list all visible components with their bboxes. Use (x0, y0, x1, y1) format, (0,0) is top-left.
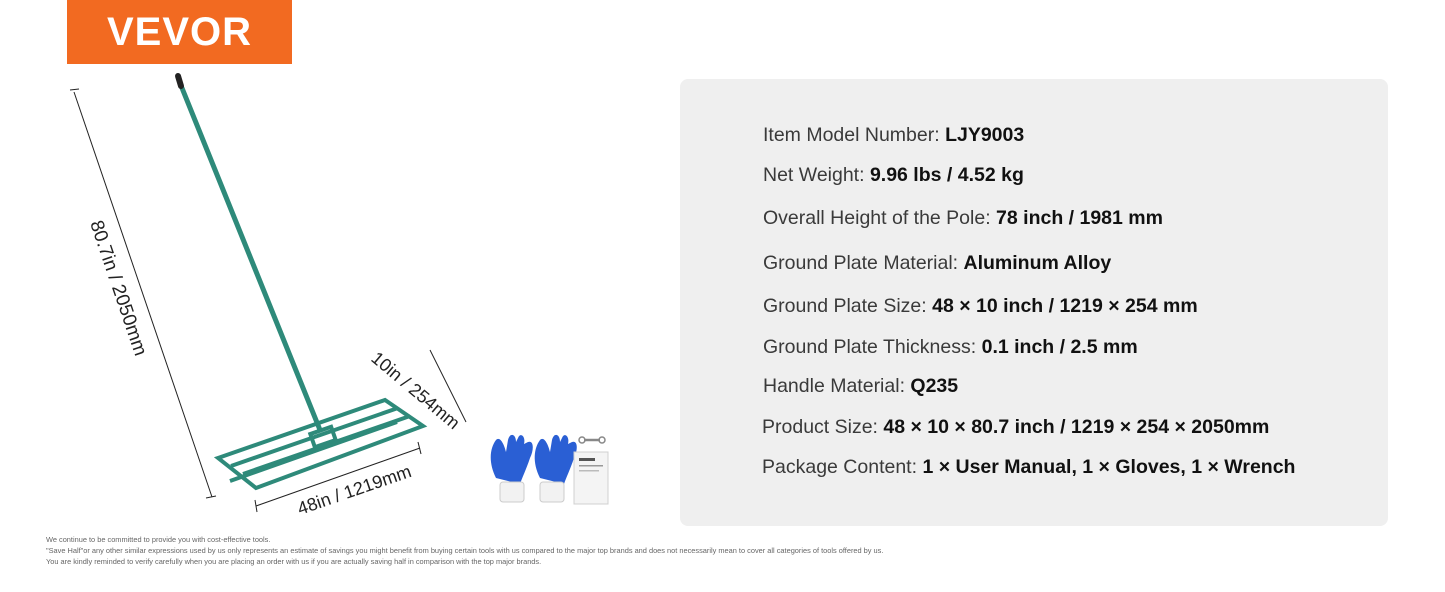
spec-label: Product Size: (762, 416, 884, 438)
height-dimension-label: 80.7in / 2050mm (85, 217, 151, 359)
wrench-icon (579, 437, 605, 443)
specifications-panel (680, 79, 1388, 526)
spec-label: Item Model Number: (763, 124, 946, 146)
spec-package-content (762, 456, 1295, 479)
svg-text:VEVOR: VEVOR (106, 10, 253, 54)
disclaimer-line: We continue to be committed to provide you with cost-effective tools. (46, 535, 271, 544)
spec-plate-size (763, 295, 1198, 318)
spec-net-weight (763, 164, 1024, 187)
spec-label: Ground Plate Material: (763, 252, 964, 274)
spec-pole-height (763, 207, 1163, 230)
spec-value: Aluminum Alloy (963, 252, 1112, 274)
spec-value: Q235 (910, 375, 959, 397)
depth-dimension-label: 10in / 254mm (367, 347, 464, 434)
spec-label: Package Content: (762, 456, 923, 478)
spec-value: LJY9003 (945, 124, 1025, 146)
spec-value: 48 × 10 × 80.7 inch / 1219 × 254 × 2050mm (883, 416, 1270, 438)
spec-label: Net Weight: (763, 164, 870, 186)
lawn-leveler-pole (178, 76, 320, 430)
spec-value: 1 × User Manual, 1 × Gloves, 1 × Wrench (922, 456, 1296, 478)
spec-product-size (762, 416, 1269, 439)
vevor-logo-mark (67, 0, 292, 64)
spec-value: 78 inch / 1981 mm (996, 207, 1163, 229)
disclaimer-line: "Save Half"or any other similar expressions used by us only represents an estimate of savings you might benefit from buying certain tools with us compared to the major top brands and does not necessarily mean to cover all categories of tools offered by us. (46, 546, 884, 555)
spec-value: 9.96 lbs / 4.52 kg (869, 164, 1024, 186)
spec-label: Ground Plate Size: (763, 295, 933, 317)
spec-item-model-number (763, 124, 1024, 147)
width-dimension-label: 48in / 1219mm (294, 461, 414, 519)
height-dimension-line (70, 89, 216, 498)
spec-value: 0.1 inch / 2.5 mm (981, 336, 1138, 358)
disclaimer-line: You are kindly reminded to verify carefully when you are placing an order with us if you are actually saving half in comparison with the top major brands. (46, 557, 542, 566)
spec-label: Overall Height of the Pole: (763, 207, 997, 229)
spec-value: 48 × 10 inch / 1219 × 254 mm (932, 295, 1198, 317)
brand-logo (67, 0, 292, 64)
spec-label: Ground Plate Thickness: (763, 336, 982, 358)
gloves-icon (491, 435, 577, 502)
disclaimer-text (46, 534, 1146, 567)
spec-plate-thickness (763, 336, 1138, 359)
user-manual-icon (574, 452, 608, 504)
spec-plate-material (763, 252, 1111, 275)
spec-label: Handle Material: (763, 375, 911, 397)
spec-handle-material (763, 375, 958, 398)
product-illustration (0, 60, 660, 530)
